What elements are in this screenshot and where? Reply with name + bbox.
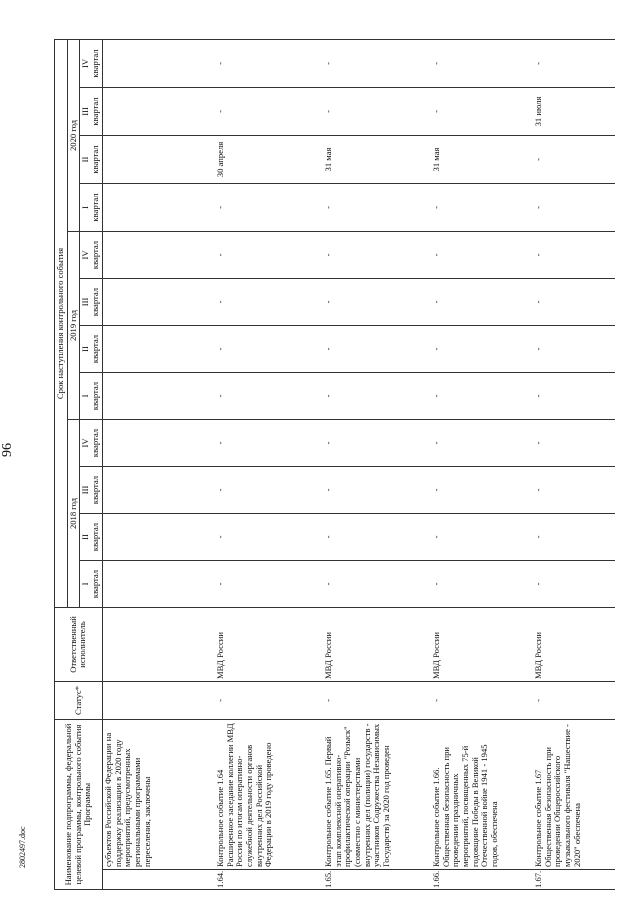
intro-text: субъектов Российской Федерации на поддержку реализации в 2020 году мероприятий, предусмотренных региональными программами переселения, заключены: [102, 719, 215, 869]
header-year-2020: 2020 год: [67, 39, 80, 231]
intro-num: [102, 870, 215, 890]
quarter-header-2-2: [80, 87, 102, 135]
quarter-word: квартал: [90, 522, 101, 552]
row-quarter-cell: -: [215, 325, 323, 372]
row-number: 1.64.: [215, 870, 323, 890]
quarter-word: квартал: [90, 428, 101, 458]
quarter-word: квартал: [90, 475, 101, 505]
row-quarter-cell: -: [215, 278, 323, 325]
row-quarter-cell: -: [533, 39, 615, 87]
quarter-header-0-2: [80, 466, 102, 513]
table-row-intro: [102, 39, 215, 889]
row-quarter-cell: -: [431, 325, 533, 372]
quarter-header-1-3: [80, 231, 102, 278]
quarter-word: квартал: [90, 381, 101, 411]
row-quarter-cell: -: [431, 278, 533, 325]
row-responsible: МВД России: [215, 607, 323, 681]
row-quarter-cell: -: [431, 466, 533, 513]
row-quarter-cell: -: [215, 372, 323, 419]
row-quarter-cell: -: [323, 466, 431, 513]
row-event-name: Контрольное событие 1.67 Общественная безопасность при проведении Общероссийского музыкального фестиваля "Нашествие - 2020" обеспечена: [533, 719, 615, 869]
quarter-roman: IV: [80, 58, 91, 69]
quarter-header-2-0: [80, 183, 102, 231]
row-quarter-cell: -: [533, 372, 615, 419]
row-responsible: МВД России: [323, 607, 431, 681]
table-row: [533, 39, 615, 889]
table-row: [323, 39, 431, 889]
footer-filename: 2802497.doc: [18, 826, 27, 868]
row-quarter-cell: -: [323, 87, 431, 135]
control-events-table: [54, 39, 615, 890]
quarter-roman: I: [80, 582, 91, 586]
row-quarter-cell: -: [431, 560, 533, 607]
quarter-word: квартал: [90, 334, 101, 364]
row-status: -: [533, 681, 615, 719]
row-quarter-cell: -: [533, 135, 615, 183]
quarter-word: квартал: [90, 145, 101, 174]
row-quarter-cell: -: [215, 560, 323, 607]
row-responsible: МВД России: [431, 607, 533, 681]
row-status: -: [431, 681, 533, 719]
row-quarter-cell: -: [431, 372, 533, 419]
table-body: [102, 39, 615, 889]
row-number: 1.67.: [533, 870, 615, 890]
row-quarter-cell: -: [431, 513, 533, 560]
row-quarter-cell: -: [323, 372, 431, 419]
quarter-roman: IV: [80, 438, 91, 448]
row-quarter-cell: -: [215, 87, 323, 135]
quarter-roman: I: [80, 206, 91, 209]
row-event-name: Контрольное событие 1.64 Расширенное заседание коллегии МВД России по итогам оперативно-служебной деятельности органов внутренних дел Российской Федерации в 2019 году проведено: [215, 719, 323, 869]
quarter-word: квартал: [90, 49, 101, 78]
table-row: [431, 39, 533, 889]
row-quarter-cell: -: [215, 231, 323, 278]
row-quarter-cell: -: [323, 560, 431, 607]
row-quarter-cell: -: [431, 87, 533, 135]
rotated-page: [54, 40, 634, 890]
quarter-roman: II: [80, 534, 91, 540]
row-number: 1.65.: [323, 870, 431, 890]
quarter-word: квартал: [90, 97, 101, 126]
row-quarter-cell: -: [215, 419, 323, 466]
quarter-roman: IV: [80, 250, 91, 260]
quarter-header-2-3: [80, 39, 102, 87]
row-quarter-cell: -: [323, 278, 431, 325]
quarter-header-0-3: [80, 419, 102, 466]
row-quarter-cell: 31 мая: [323, 135, 431, 183]
row-number: 1.66.: [431, 870, 533, 890]
header-responsible: Ответственный исполнитель: [55, 607, 103, 681]
row-quarter-cell: -: [431, 183, 533, 231]
row-event-name: Контрольное событие 1.66. Общественная безопасность при проведении праздничных мероприятий, посвященных 75-й годовщине Победы в Великой Отечественной войне 1941 - 1945 годов, обеспечена: [431, 719, 533, 869]
header-year-2018: 2018 год: [67, 419, 80, 607]
row-quarter-cell: -: [323, 419, 431, 466]
row-event-name: Контрольное событие 1.65. Первый этап комплексной оперативно-профилактической операции "Розыск" (совместно с министерствами внутренних дел (полиции) государств - участников Содружества Независимых Государств) за 2020 год проведен: [323, 719, 431, 869]
row-quarter-cell: 31 мая: [431, 135, 533, 183]
row-quarter-cell: -: [431, 419, 533, 466]
row-status: -: [215, 681, 323, 719]
row-quarter-cell: -: [533, 231, 615, 278]
row-quarter-cell: -: [323, 39, 431, 87]
row-quarter-cell: -: [323, 325, 431, 372]
header-name: Наименование подпрограммы, федеральной целевой программы, контрольного события Программы: [55, 719, 103, 889]
row-quarter-cell: -: [533, 560, 615, 607]
row-quarter-cell: -: [533, 419, 615, 466]
row-quarter-cell: -: [533, 466, 615, 513]
row-responsible: МВД России: [533, 607, 615, 681]
quarter-header-0-1: [80, 513, 102, 560]
quarter-roman: III: [80, 297, 91, 307]
row-quarter-cell: -: [323, 513, 431, 560]
row-quarter-cell: 31 июля: [533, 87, 615, 135]
quarter-roman: III: [80, 107, 91, 116]
quarter-word: квартал: [90, 287, 101, 317]
row-quarter-cell: -: [533, 513, 615, 560]
quarter-roman: II: [80, 346, 91, 352]
quarter-roman: I: [80, 394, 91, 398]
row-quarter-cell: -: [215, 466, 323, 513]
row-quarter-cell: -: [533, 278, 615, 325]
row-quarter-cell: -: [215, 513, 323, 560]
row-quarter-cell: -: [431, 39, 533, 87]
quarter-header-0-0: [80, 560, 102, 607]
row-quarter-cell: 30 апреля: [215, 135, 323, 183]
quarter-header-1-1: [80, 325, 102, 372]
row-quarter-cell: -: [533, 325, 615, 372]
table-row: [215, 39, 323, 889]
quarter-roman: II: [80, 156, 91, 163]
quarter-word: квартал: [90, 193, 101, 222]
row-quarter-cell: -: [215, 183, 323, 231]
quarter-word: квартал: [90, 569, 101, 599]
header-deadline: Срок наступления контрольного события: [55, 39, 68, 607]
row-quarter-cell: -: [533, 183, 615, 231]
table-header: [55, 39, 103, 889]
header-status: Статус*: [55, 681, 103, 719]
quarter-header-2-1: [80, 135, 102, 183]
row-quarter-cell: -: [323, 231, 431, 278]
quarter-roman: III: [80, 485, 91, 495]
row-quarter-cell: -: [215, 39, 323, 87]
row-status: -: [323, 681, 431, 719]
row-quarter-cell: -: [323, 183, 431, 231]
quarter-header-1-2: [80, 278, 102, 325]
page-number: 96: [0, 443, 15, 457]
row-quarter-cell: -: [431, 231, 533, 278]
header-year-2019: 2019 год: [67, 231, 80, 419]
quarter-header-1-0: [80, 372, 102, 419]
quarter-word: квартал: [90, 240, 101, 270]
